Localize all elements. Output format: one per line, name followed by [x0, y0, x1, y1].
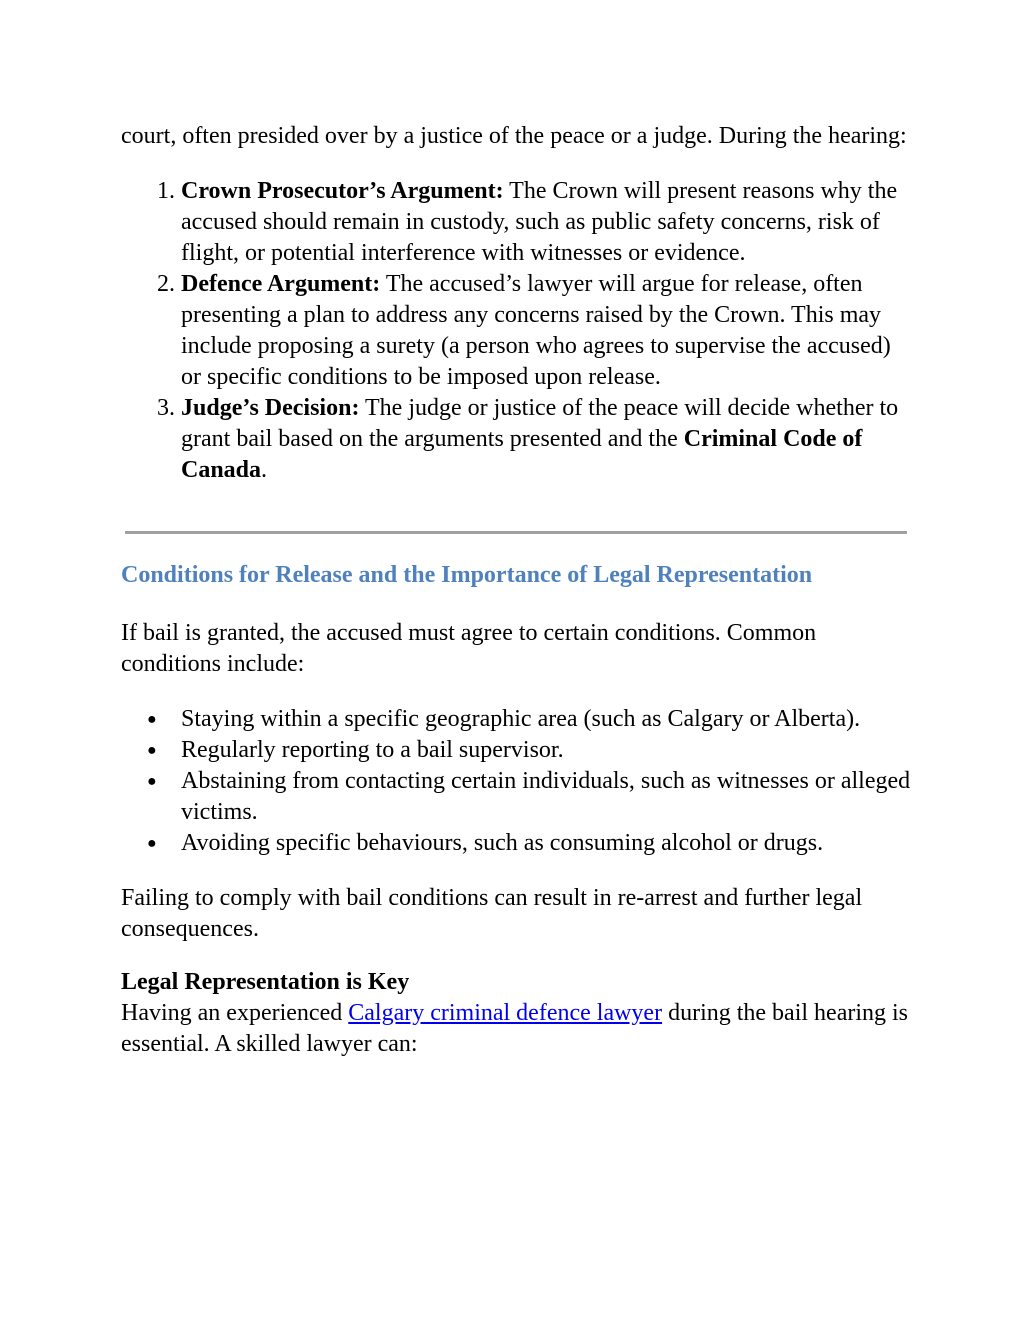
bullet-icon: ●: [147, 835, 157, 852]
legal-representation-heading: Legal Representation is Key: [121, 969, 410, 995]
intro-paragraph: court, often presided over by a justice of the peace or a judge. During the hearing:: [121, 123, 907, 149]
conditions-intro-paragraph: If bail is granted, the accused must agree to certain conditions. Common conditions include:: [121, 620, 817, 677]
step-judge-decision: [181, 393, 911, 486]
step-title: Defence Argument:: [181, 271, 381, 297]
step-tail: .: [261, 457, 268, 483]
step-title: Crown Prosecutor’s Argument:: [181, 178, 504, 204]
legal-text-before: Having an experienced: [121, 1000, 349, 1026]
calgary-lawyer-link[interactable]: Calgary criminal defence lawyer: [348, 1000, 663, 1026]
conditions-list: [121, 704, 911, 859]
bullet-icon: ●: [147, 773, 157, 790]
list-item: [147, 828, 911, 859]
list-item: [147, 766, 911, 828]
step-text: The judge or justice of the peace will decide whether to grant bail based on the arguments presented and the: [181, 395, 899, 452]
step-defence-argument: [181, 269, 911, 393]
failing-paragraph: Failing to comply with bail conditions can result in re-arrest and further legal consequences.: [121, 885, 863, 942]
condition-text: Abstaining from contacting certain individuals, such as witnesses or alleged victims.: [181, 768, 911, 825]
document-page: [121, 121, 911, 1060]
bullet-icon: ●: [147, 742, 157, 759]
list-item: [147, 704, 911, 735]
condition-text: Regularly reporting to a bail supervisor.: [181, 737, 564, 763]
step-text: The Crown will present reasons why the accused should remain in custody, such as public safety concerns, risk of flight, or potential interference with witnesses or evidence.: [181, 178, 898, 266]
legal-representation-paragraph: [121, 998, 911, 1060]
section-divider: [125, 531, 907, 534]
bullet-icon: ●: [147, 711, 157, 728]
step-crown-argument: [181, 176, 911, 269]
step-title: Judge’s Decision:: [181, 395, 360, 421]
condition-text: Avoiding specific behaviours, such as consuming alcohol or drugs.: [181, 830, 824, 856]
list-item: [147, 735, 911, 766]
condition-text: Staying within a specific geographic area (such as Calgary or Alberta).: [181, 706, 861, 732]
hearing-steps-list: [121, 176, 911, 486]
legal-text-after: during the bail hearing is essential. A skilled lawyer can:: [121, 1000, 909, 1057]
step-text: The accused’s lawyer will argue for release, often presenting a plan to address any concerns raised by the Crown. This may include proposing a surety (a person who agrees to supervise the accused) or specific conditions to be imposed upon release.: [181, 271, 891, 390]
section-heading: Conditions for Release and the Importance of Legal Representation: [121, 562, 813, 588]
criminal-code-reference: Criminal Code of Canada: [181, 426, 863, 483]
